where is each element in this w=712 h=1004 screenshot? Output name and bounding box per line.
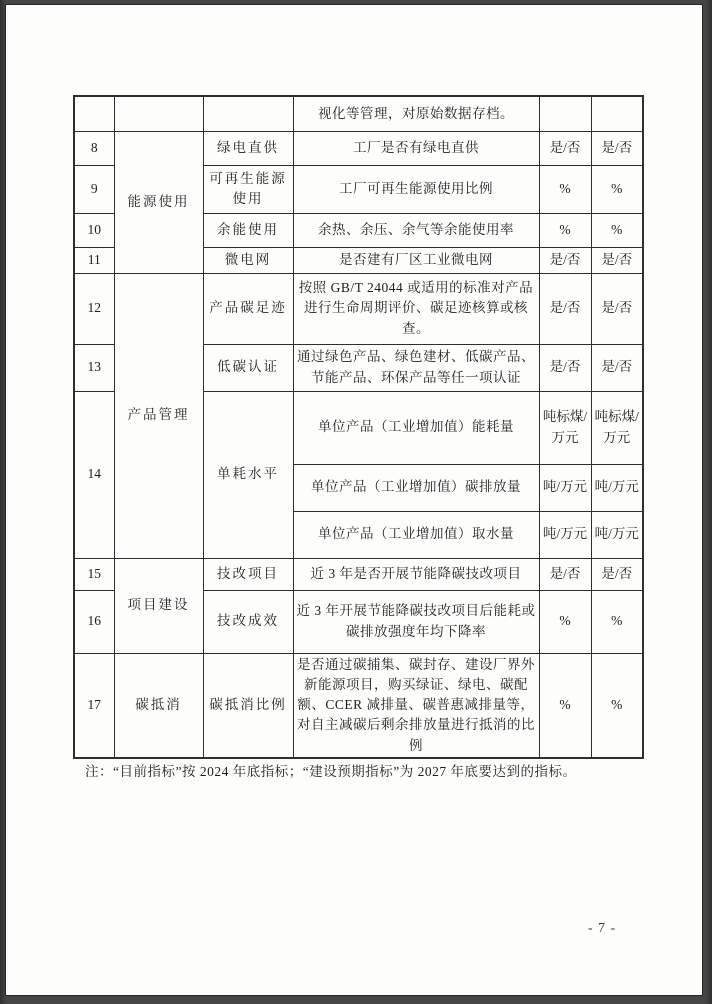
cell-description: 是否通过碳捕集、碳封存、建设厂界外新能源项目，购买绿证、绿电、碳配额、CCER 减排量、碳普惠减排量等，对自主减碳后剩余排放量进行抵消的比例 [293,653,539,758]
cell-description: 余热、余压、余气等余能使用率 [293,213,539,247]
cell-category-project: 项目建设 [114,558,203,653]
footnote: 注：“目前指标”按 2024 年底指标；“建设预期指标”为 2027 年底要达到的指标。 [85,764,577,779]
cell-row-number: 8 [74,131,114,165]
cell-current-indicator: 是/否 [539,273,591,344]
cell-row-number: 16 [74,590,114,653]
cell-sub-indicator: 产品碳足迹 [203,273,293,344]
cell-empty [539,96,591,131]
indicator-table [73,95,644,759]
cell-sub-indicator: 单耗水平 [203,391,293,558]
cell-expected-indicator: % [591,590,643,653]
cell-description: 工厂可再生能源使用比例 [293,165,539,213]
cell-current-indicator: 吨/万元 [539,511,591,558]
cell-current-indicator: 是/否 [539,344,591,391]
cell-sub-indicator: 可再生能源使用 [203,165,293,213]
cell-expected-indicator: % [591,213,643,247]
cell-sub-indicator: 碳抵消比例 [203,653,293,758]
cell-current-indicator: 是/否 [539,247,591,273]
cell-sub-indicator: 微电网 [203,247,293,273]
cell-description: 通过绿色产品、绿色建材、低碳产品、节能产品、环保产品等任一项认证 [293,344,539,391]
cell-expected-indicator: 吨标煤/万元 [591,391,643,464]
cell-description: 是否建有厂区工业微电网 [293,247,539,273]
cell-empty [591,96,643,131]
cell-current-indicator: 吨标煤/万元 [539,391,591,464]
cell-current-indicator: % [539,653,591,758]
table-row [74,558,643,590]
cell-sub-indicator: 绿电直供 [203,131,293,165]
cell-category-offset: 碳抵消 [114,653,203,758]
cell-current-indicator: % [539,165,591,213]
cell-current-indicator: % [539,590,591,653]
cell-row-number: 10 [74,213,114,247]
cell-row-number: 12 [74,273,114,344]
cell-current-indicator: 是/否 [539,558,591,590]
cell-empty [203,96,293,131]
cell-current-indicator: 吨/万元 [539,464,591,511]
table-row-continuation [74,96,643,131]
cell-description: 单位产品（工业增加值）碳排放量 [293,464,539,511]
cell-row-number: 9 [74,165,114,213]
cell-row-number: 15 [74,558,114,590]
cell-row-number: 13 [74,344,114,391]
cell-expected-indicator: 是/否 [591,247,643,273]
table-row [74,653,643,758]
cell-category-product: 产品管理 [114,273,203,558]
table-row [74,131,643,165]
page-number: - 7 - [587,921,617,936]
cell-empty [114,96,203,131]
cell-row-number: 14 [74,391,114,558]
cell-description: 视化等管理，对原始数据存档。 [293,96,539,131]
cell-row-number: 11 [74,247,114,273]
cell-sub-indicator: 低碳认证 [203,344,293,391]
cell-description: 近 3 年是否开展节能降碳技改项目 [293,558,539,590]
cell-row-number: 17 [74,653,114,758]
document-page [5,4,703,996]
cell-description: 单位产品（工业增加值）能耗量 [293,391,539,464]
cell-category-energy: 能源使用 [114,131,203,273]
cell-description: 按照 GB/T 24044 或适用的标准对产品进行生命周期评价、碳足迹核算或核查。 [293,273,539,344]
cell-expected-indicator: % [591,653,643,758]
table-row [74,273,643,344]
cell-description: 近 3 年开展节能降碳技改项目后能耗或碳排放强度年均下降率 [293,590,539,653]
cell-expected-indicator: 是/否 [591,273,643,344]
cell-current-indicator: 是/否 [539,131,591,165]
cell-description: 工厂是否有绿电直供 [293,131,539,165]
cell-sub-indicator: 技改成效 [203,590,293,653]
cell-current-indicator: % [539,213,591,247]
cell-sub-indicator: 技改项目 [203,558,293,590]
cell-expected-indicator: 吨/万元 [591,511,643,558]
cell-expected-indicator: % [591,165,643,213]
cell-expected-indicator: 是/否 [591,344,643,391]
cell-description: 单位产品（工业增加值）取水量 [293,511,539,558]
cell-expected-indicator: 是/否 [591,131,643,165]
cell-expected-indicator: 是/否 [591,558,643,590]
cell-empty [74,96,114,131]
cell-sub-indicator: 余能使用 [203,213,293,247]
cell-expected-indicator: 吨/万元 [591,464,643,511]
